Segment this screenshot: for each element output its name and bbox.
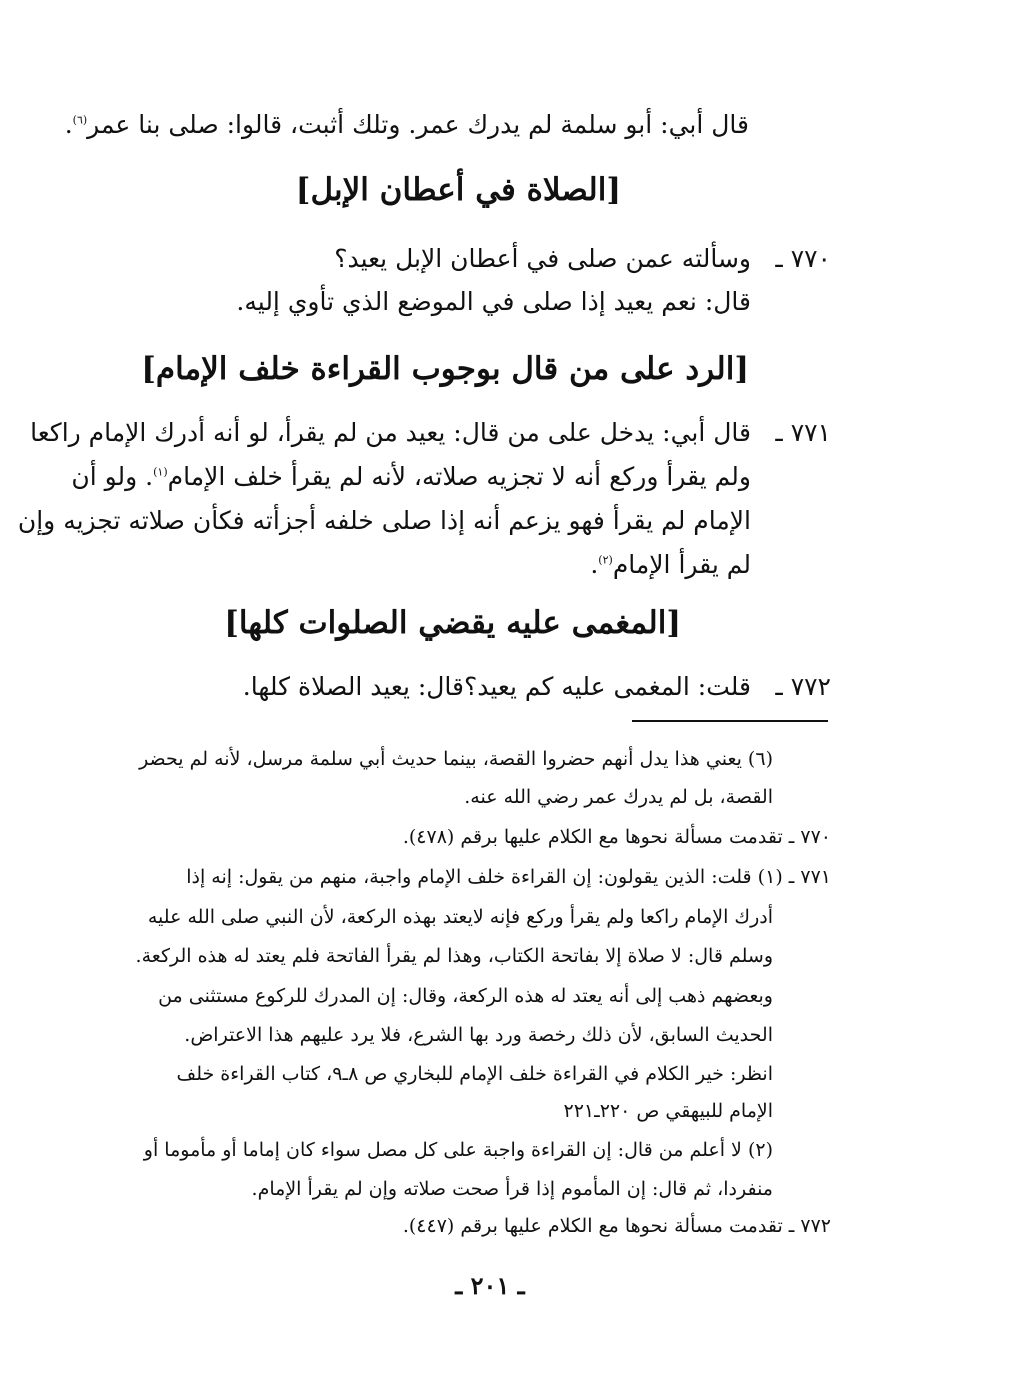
footnote-6-line-2: القصة، بل لم يدرك عمر رضي الله عنه. (464, 786, 773, 808)
question-770-line-1: وسألته عمن صلى في أعطان الإبل يعيد؟ (334, 244, 751, 273)
note-771-line-1: ٧٧١ ـ (١) قلت: الذين يقولون: إن القراءة خلف الإمام واجبة، منهم من يقول: إنه إذا (186, 866, 831, 888)
question-771-line-2: ولم يقرأ وركع أنه لا تجزيه صلاته، لأنه لم يقرأ خلف الإمام$^{(١)}$. ولو أن (71, 462, 751, 491)
footnote-ref-6: (٦) (72, 113, 88, 127)
note-770: ٧٧٠ ـ تقدمت مسألة نحوها مع الكلام عليها برقم (٤٧٨). (402, 826, 831, 848)
note-771-line-4: وبعضهم ذهب إلى أنه يعتد له هذه الركعة، وقال: إن المدرك للركوع مستثنى من (158, 985, 773, 1007)
note-771-line-2: أدرك الإمام راكعا ولم يقرأ وركع فإنه لايعتد بهذه الركعة، لأن النبي صلى الله عليه (147, 906, 773, 928)
note-771-line-6: انظر: خير الكلام في القراءة خلف الإمام للبخاري ص ٨ـ٩، كتاب القراءة خلف (176, 1063, 773, 1085)
heading-camel-pens: [الصلاة في أعطان الإبل] (295, 172, 621, 208)
footnote-separator (632, 720, 828, 722)
note-771-fn2-line-1: (٢) لا أعلم من قال: إن القراءة واجبة على كل مصل سواء كان إماما أو مأموما أو (143, 1139, 773, 1161)
footnote-ref-2: (٢) (598, 553, 613, 567)
note-771-fn2-line-2: منفردا، ثم قال: إن المأموم إذا قرأ صحت صلاته وإن لم يقرأ الإمام. (251, 1178, 773, 1200)
intro-text: قال أبي: أبو سلمة لم يدرك عمر. وتلك أثبت، قالوا: صلى بنا عمر (87, 110, 749, 139)
heading-unconscious-prayers: [المغمى عليه يقضي الصلوات كلها] (224, 605, 681, 641)
note-771-line-3: وسلم قال: لا صلاة إلا بفاتحة الكتاب، وهذا لم يقرأ الفاتحة فلم يعتد له هذه الركعة. (135, 945, 773, 967)
question-771-line-3: الإمام لم يقرأ فهو يزعم أنه إذا صلى خلفه أجزأته فكأن صلاته تجزيه وإن (17, 506, 751, 535)
page-number: ـ ٢٠١ ـ (455, 1271, 525, 1300)
note-772: ٧٧٢ ـ تقدمت مسألة نحوها مع الكلام عليها برقم (٤٤٧). (402, 1215, 831, 1237)
intro-line: قال أبي: أبو سلمة لم يدرك عمر. وتلك أثبت، قالوا: صلى بنا عمر$^{(٦)}$. (64, 110, 749, 139)
note-771-line-7: الإمام للبيهقي ص ٢٢٠ـ٢٢١ (563, 1100, 773, 1122)
footnote-ref-1: (١) (153, 465, 168, 479)
question-770-line-2: قال: نعم يعيد إذا صلى في الموضع الذي تأوي إليه. (236, 287, 751, 316)
question-771-line-4: لم يقرأ الإمام$^{(٢)}$. (590, 550, 751, 579)
question-771-number: ٧٧١ ـ (775, 418, 831, 447)
question-772-number: ٧٧٢ ـ (775, 672, 831, 701)
footnote-6-line-1: (٦) يعني هذا يدل أنهم حضروا القصة، بينما حديث أبي سلمة مرسل، لأنه لم يحضر (139, 748, 773, 770)
heading-recitation-behind-imam: [الرد على من قال بوجوب القراءة خلف الإمام] (141, 351, 749, 387)
question-770-number: ٧٧٠ ـ (775, 244, 831, 273)
question-771-line-1: قال أبي: يدخل على من قال: يعيد من لم يقرأ، لو أنه أدرك الإمام راكعا (30, 418, 751, 447)
question-772-line-1: قلت: المغمى عليه كم يعيد؟قال: يعيد الصلاة كلها. (242, 672, 751, 701)
note-771-line-5: الحديث السابق، لأن ذلك رخصة ورد بها الشرع، فلا يرد عليهم هذا الاعتراض. (184, 1024, 773, 1046)
